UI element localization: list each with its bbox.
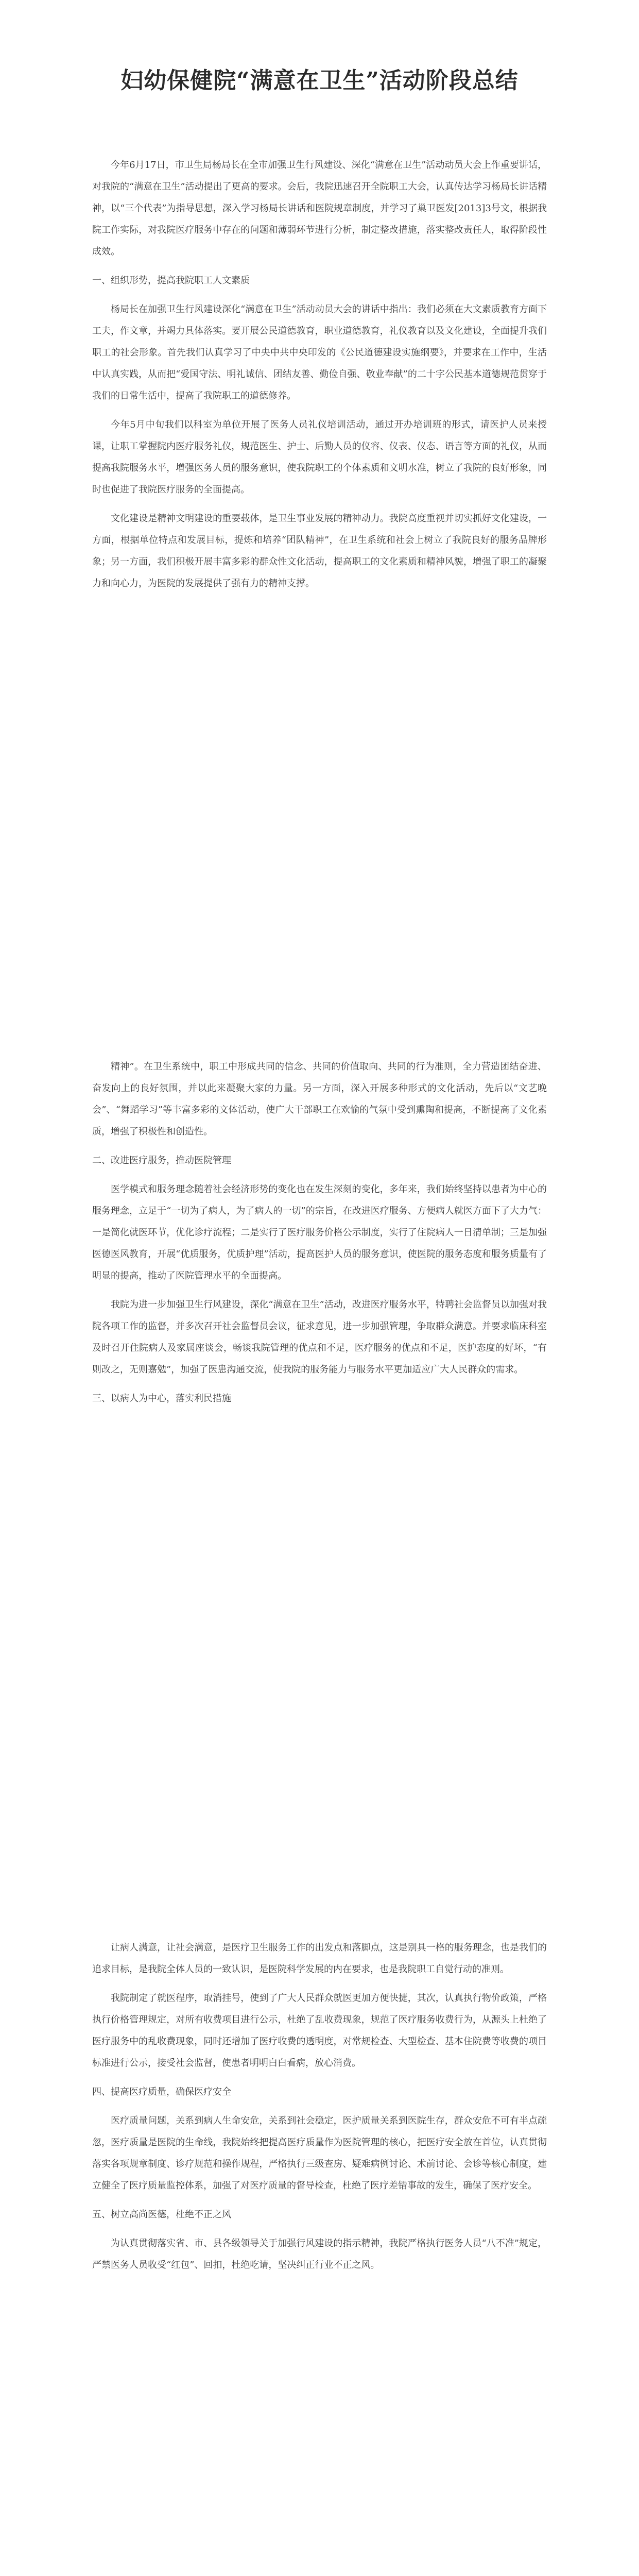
- section-heading-4: 四、提高医疗质量，确保医疗安全: [92, 2087, 231, 2097]
- section-heading-5: 五、树立高尚医德，杜绝不正之风: [92, 2209, 231, 2220]
- paragraph: 医学模式和服务理念随着社会经济形势的变化也在发生深刻的变化，多年来，我们始终坚持以患者为中心的服务理念，立足于“一切为了病人，为了病人的一切”的宗旨，在改进医疗服务、方便病人就医方面下了大力气：一是简化就医环节，优化诊疗流程；二是实行了医疗服务价格公示制度，实行了住院病人一日清单制；三是加强医德医风教育，开展“优质服务，优质护理”活动，提高医护人员的服务意识，使医院的服务态度和服务质量有了明显的提高，推动了医院管理水平的全面提高。: [92, 1184, 547, 1281]
- text-block-3: [92, 1937, 547, 2283]
- text-block-1: [92, 155, 547, 602]
- document-title: 妇幼保健院“满意在卫生”活动阶段总结: [120, 67, 519, 94]
- paragraph: 让病人满意，让社会满意，是医疗卫生服务工作的出发点和落脚点，这是别具一格的服务理念，也是我们的追求目标，是我院全体人员的一致认识，是医院科学发展的内在要求，也是我院职工自觉行动的准则。: [92, 1942, 547, 1975]
- paragraph: 今年5月中旬我们以科室为单位开展了医务人员礼仪培训活动，通过开办培训班的形式，请医护人员来授课，让职工掌握院内医疗服务礼仪，规范医生、护士、后勤人员的仪容、仪表、仪态、语言等方面的礼仪，从而提高我院服务水平，增强医务人员的服务意识，使我院职工的个体素质和文明水准，树立了我院的良好形象，同时也促进了我院医疗服务的全面提高。: [92, 419, 547, 495]
- section-heading-1: 一、组织形势，提高我院职工人文素质: [92, 275, 250, 286]
- paragraph: 杨局长在加强卫生行风建设深化“满意在卫生”活动动员大会的讲话中指出：我们必须在大文素质教育方面下工夫，作文章，并竭力具体落实。要开展公民道德教育，职业道德教育，礼仪教育以及文化建设，全面提升我们职工的社会形象。首先我们认真学习了中央中共中央印发的《公民道德建设实施纲要》，并要求在工作中，生活中认真实践，从而把“爱国守法、明礼诚信、团结友善、勤俭自强、敬业奉献”的二十字公民基本道德规范贯穿于我们的日常生活中，提高了我院职工的道德修养。: [92, 304, 547, 401]
- section-heading-3: 三、以病人为中心，落实利民措施: [92, 1393, 231, 1404]
- paragraph: 我院制定了就医程序，取消挂号，使到了广大人民群众就医更加方便快捷，其次，认真执行物价政策，严格执行价格管理规定，对所有收费项目进行公示，杜绝了乱收费现象，规范了医疗服务收费行为，从源头上杜绝了医疗服务中的乱收费现象，同时还增加了医疗收费的透明度，对常规检查、大型检查、基本住院费等收费的项目标准进行公示，接受社会监督，使患者明明白白看病，放心消费。: [92, 1993, 547, 2069]
- paragraph: 文化建设是精神文明建设的重要载体，是卫生事业发展的精神动力。我院高度重视并切实抓好文化建设，一方面，根据单位特点和发展目标，提炼和培养“团队精神”，在卫生系统和社会上树立了我院良好的服务品牌形象；另一方面，我们积极开展丰富多彩的群众性文化活动，提高职工的文化素质和精神风貌，增强了职工的凝聚力和向心力，为医院的发展提供了强有力的精神支撑。: [92, 513, 547, 589]
- paragraph: 为认真贯彻落实省、市、县各级领导关于加强行风建设的指示精神，我院严格执行医务人员“八不准”规定，严禁医务人员收受“红包”、回扣，杜绝吃请，坚决纠正行业不正之风。: [92, 2238, 547, 2270]
- paragraph: 精神”。在卫生系统中，职工中形成共同的信念、共同的价值取向、共同的行为准则，全力营造团结奋进、奋发向上的良好氛围，并以此来凝聚大家的力量。另一方面，深入开展多种形式的文化活动，先后以“文艺晚会”、“舞蹈学习”等丰富多彩的文体活动，使广大干部职工在欢愉的气氛中受到熏陶和提高，不断提高了文化素质，增强了积极性和创造性。: [92, 1061, 547, 1137]
- paragraph-intro: 今年6月17日，市卫生局杨局长在全市加强卫生行风建设、深化“满意在卫生”活动动员大会上作重要讲话，对我院的“满意在卫生”活动提出了更高的要求。会后，我院迅速召开全院职工大会，认真传达学习杨局长讲话精神，以“三个代表”为指导思想，深入学习杨局长讲话和医院规章制度，并学习了巢卫医发[2013]3号文，根据我院工作实际，对我院医疗服务中存在的问题和薄弱环节进行分析，制定整改措施，落实整改责任人，取得阶段性成效。: [92, 160, 547, 257]
- paragraph: 医疗质量问题，关系到病人生命安危，关系到社会稳定，医护质量关系到医院生存，群众安危不可有半点疏忽，医疗质量是医院的生命线，我院始终把提高医疗质量作为医院管理的核心，把医疗安全放在首位，认真贯彻落实各项规章制度、诊疗规范和操作规程，严格执行三级查房、疑难病例讨论、术前讨论、会诊等核心制度，建立健全了医疗质量监控体系，加强了对医疗质量的督导检查，杜绝了医疗差错事故的发生，确保了医疗安全。: [92, 2115, 547, 2191]
- text-block-2: [92, 1056, 547, 1417]
- paragraph: 我院为进一步加强卫生行风建设，深化“满意在卫生”活动，改进医疗服务水平，特聘社会监督员以加强对我院各项工作的监督，并多次召开社会监督员会议，征求意见，进一步加强管理，争取群众满意。并要求临床科室及时召开住院病人及家属座谈会，畅谈我院管理的优点和不足，医疗服务的优点和不足，医护态度的好坏，“有则改之，无则嘉勉”，加强了医患沟通交流，使我院的服务能力与服务水平更加适应广大人民群众的需求。: [92, 1299, 547, 1375]
- section-heading-2: 二、改进医疗服务，推动医院管理: [92, 1155, 231, 1166]
